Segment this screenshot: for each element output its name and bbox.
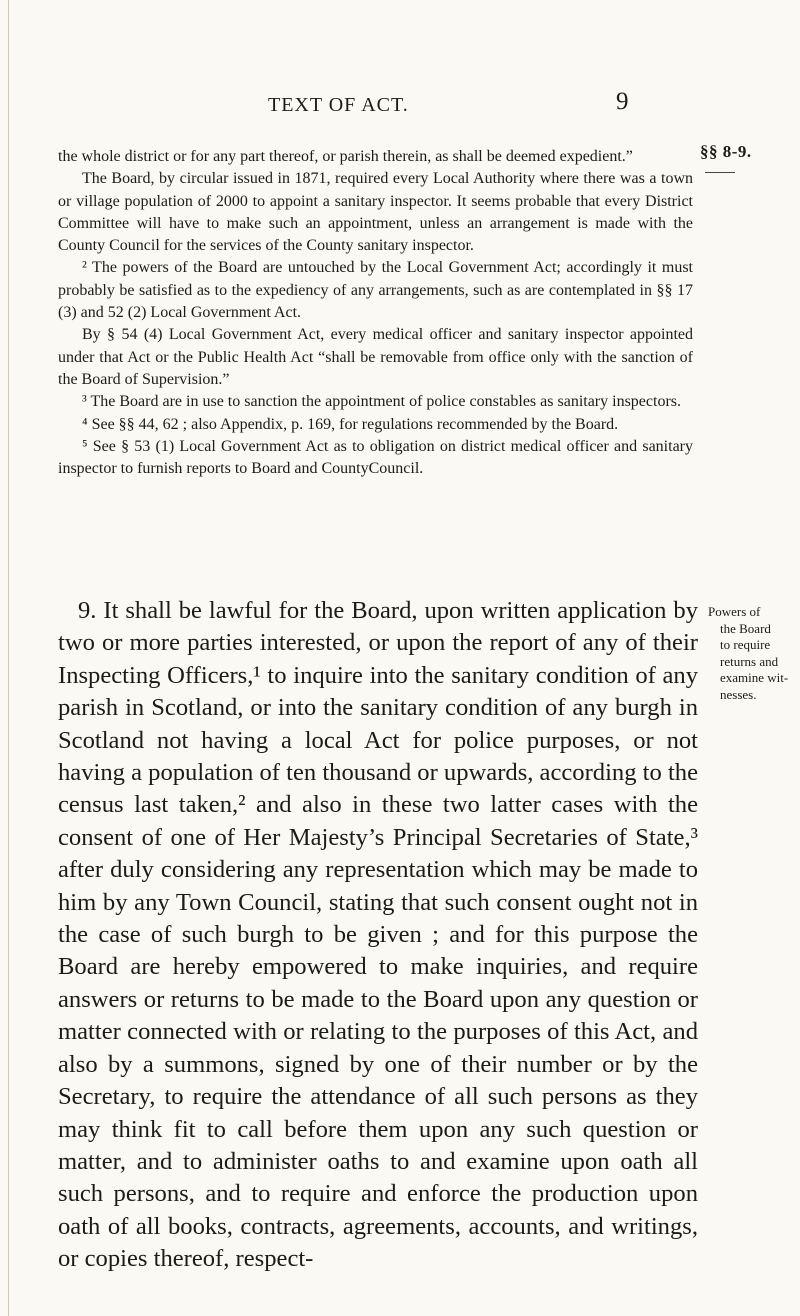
main-paragraph: 9. It shall be lawful for the Board, upon written application by two or more parties interested, or upon the report of any of their Inspecting Officers,¹ to inquire into the sanitary condition of any parish in Scotland, or into the sanitary condition of any burgh in Scotland not having a local Act for police purposes, or not having a population of ten thousand or upwards, according to the census last taken,² and also in these two latter cases with the consent of one of Her Majesty’s Principal Secretaries of State,³ after duly considering any representation which may be made to him by any Town Council, stating that such consent ought not in the case of such burgh to be given ; and for this purpose the Board are hereby empowered to make inquiries, and require answers or returns to be made to the Board upon any question or matter connected with or relating to the purposes of this Act, and also by a summons, signed by one of their number or by the Secretary, to require the attendance of all such persons as they may think fit to call before them upon any such question or matter, and to administer oaths to and examine upon oath all such persons, and to require and enforce the production upon oath of all books, contracts, agreements, accounts, and writings, or copies thereof, respect- — [58, 597, 698, 1273]
section-9-text — [58, 595, 698, 1276]
running-head — [0, 88, 800, 122]
running-title: TEXT OF ACT. — [268, 94, 409, 116]
margin-note-line: to require — [720, 637, 771, 653]
footnote-paragraph: the whole district or for any part thereof, or parish therein, as shall be deemed expedient.” — [58, 148, 633, 165]
margin-note-line: returns and — [720, 653, 779, 669]
margin-note — [708, 604, 800, 704]
footnote-paragraph: ⁵ See § 53 (1) Local Government Act as to obligation on district medical officer and sanitary inspector to furnish reports to Board and CountyCouncil. — [58, 437, 693, 478]
margin-note-line: the Board — [720, 620, 771, 636]
margin-note-line: nesses. — [720, 686, 757, 702]
margin-note-line: Powers of — [708, 604, 761, 619]
footnotes-block — [58, 146, 693, 480]
footnote-paragraph: ² The powers of the Board are untouched by the Local Government Act; accordingly it must probably be satisfied as to the expediency of any arrangements, such as are contemplated in §§ 17 (3) and 52 (2) Local Government Act. — [58, 259, 693, 322]
footnote-paragraph: By § 54 (4) Local Government Act, every medical officer and sanitary inspector appointed under that Act or the Public Health Act “shall be removable from office only with the sanction of the Board of Supervision.” — [58, 326, 693, 388]
section-reference: §§ 8-9. — [700, 142, 752, 161]
margin-note-line: examine wit- — [720, 670, 789, 686]
footnote-paragraph: ³ The Board are in use to sanction the appointment of police constables as sanitary inspectors. — [82, 393, 682, 411]
page-edge — [8, 0, 9, 1316]
section-reference-rule — [705, 172, 735, 173]
footnote-paragraph: ⁴ See §§ 44, 62 ; also Appendix, p. 169, for regulations recommended by the Board. — [82, 415, 619, 433]
footnote-paragraph: The Board, by circular issued in 1871, required every Local Authority where there was a town or village population of 2000 to appoint a sanitary inspector. It seems probable that every District Committee will have to make such an appointment, unless an arrangement is made with the County Council for the services of the County sanitary inspector. — [58, 170, 693, 255]
page-number: 9 — [616, 88, 629, 115]
